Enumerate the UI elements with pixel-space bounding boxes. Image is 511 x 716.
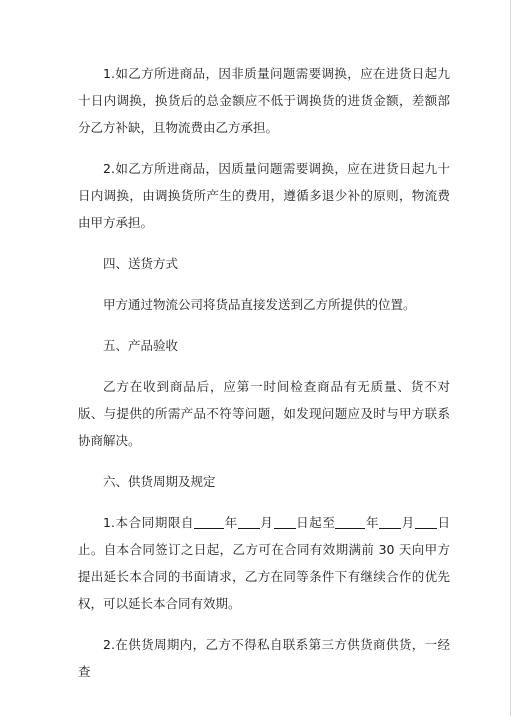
blank-start-year — [194, 514, 224, 529]
clause-exchange-non-quality: 1.如乙方所进商品，因非质量问题需要调换，应在进货日起九十日内调换，换货后的总金额应不低于调换货的进货金额，差额部分乙方补缺，且物流费由乙方承担。 — [78, 66, 450, 135]
term-year2-label: 年 — [365, 515, 380, 530]
blank-end-day — [415, 514, 437, 529]
term-end-label: 日止。 — [78, 515, 450, 557]
term-prefix: 1.本合同期限自 — [103, 515, 195, 530]
section-heading-acceptance: 五、产品验收 — [103, 338, 179, 353]
blank-start-day — [274, 514, 296, 529]
section-heading-supply-period: 六、供货周期及规定 — [103, 474, 216, 489]
clause-contract-term — [78, 509, 450, 617]
clause-acceptance: 乙方在收到商品后，应第一时间检查商品有无质量、货不对版、与提供的所需产品不符等问题，如发现问题应及时与甲方联系协商解决。 — [78, 379, 450, 448]
clause-delivery-method: 甲方通过物流公司将货品直接发送到乙方所提供的位置。 — [103, 297, 416, 312]
term-month-label: 月 — [259, 515, 274, 530]
document-body — [78, 60, 450, 699]
clause-exclusive-supply: 2.在供货周期内，乙方不得私自联系第三方供货商供货，一经查 — [78, 637, 450, 679]
blank-end-month — [379, 514, 401, 529]
blank-start-month — [238, 514, 260, 529]
term-from-label: 日起至 — [295, 515, 336, 530]
blank-end-year — [335, 514, 365, 529]
term-month2-label: 月 — [401, 515, 415, 530]
clause-exchange-quality: 2.如乙方所进商品，因质量问题需要调换，应在进货日起九十日内调换，由调换货所产生的费用，遵循多退少补的原则，物流费由甲方承担。 — [78, 161, 450, 230]
section-heading-delivery: 四、送货方式 — [103, 256, 179, 271]
term-renewal-text: 自本合同签订之日起，乙方可在合同有效期满前 30 天向甲方提出延长本合同的书面请求，乙方在同等条件下有继续合作的优先权，可以延长本合同有效期。 — [78, 542, 450, 611]
term-year-label: 年 — [224, 515, 238, 530]
